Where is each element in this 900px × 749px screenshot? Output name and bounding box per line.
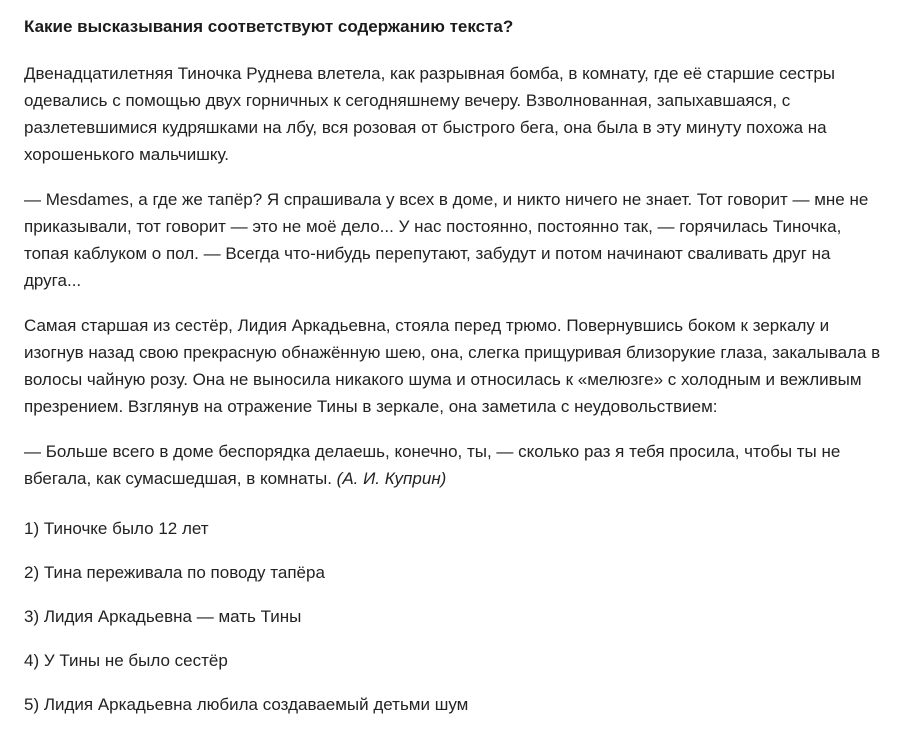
answer-option-3[interactable]: 3) Лидия Аркадьевна — мать Тины: [24, 607, 302, 626]
text-paragraph-4-body: — Больше всего в доме беспорядка делаешь, конечно, ты, — сколько раз я тебя просила, чтобы ты не вбегала, как сумасшедшая, в комнаты.: [24, 442, 841, 488]
text-paragraph-1: Двенадцатилетняя Тиночка Руднева влетела, как разрывная бомба, в комнату, где её старшие сестры одевались с помощью двух горничных к сегодняшнему вечеру. Взволнованная, запыхавшаяся, с разлетевшимися кудряшками на лбу, вся розовая от быстрого бега, она была в эту минуту похожа на хорошенького мальчишку.: [24, 64, 836, 164]
answer-option-1[interactable]: 1) Тиночке было 12 лет: [24, 519, 209, 538]
author-attribution: (А. И. Куприн): [336, 469, 447, 488]
text-paragraph-3: Самая старшая из сестёр, Лидия Аркадьевна, стояла перед трюмо. Повернувшись боком к зеркалу и изогнув назад свою прекрасную обнажённую шею, она, слегка прищуривая близорукие глаза, закалывала в волосы чайную розу. Она не выносила никакого шума и относилась к «мелюзге» с холодным и вежливым презрением. Взглянув на отражение Тины в зеркале, она заметила с неудовольствием:: [24, 316, 881, 416]
question-title: Какие высказывания соответствуют содержанию текста?: [24, 17, 514, 36]
answer-option-4[interactable]: 4) У Тины не было сестёр: [24, 651, 228, 670]
answer-option-2[interactable]: 2) Тина переживала по поводу тапёра: [24, 563, 325, 582]
text-paragraph-4: [24, 438, 884, 492]
text-paragraph-2: — Mesdames, а где же тапёр? Я спрашивала у всех в доме, и никто ничего не знает. Тот говорит — мне не приказывали, тот говорит — это не моё дело... У нас постоянно, постоянно так, — горячилась Тиночка, топая каблуком о пол. — Всегда что-нибудь перепутают, забудут и потом начинают сваливать друг на друга...: [24, 190, 869, 290]
answer-option-5[interactable]: 5) Лидия Аркадьевна любила создаваемый детьми шум: [24, 695, 469, 714]
answer-options: [24, 516, 884, 718]
task-content: [24, 14, 884, 736]
